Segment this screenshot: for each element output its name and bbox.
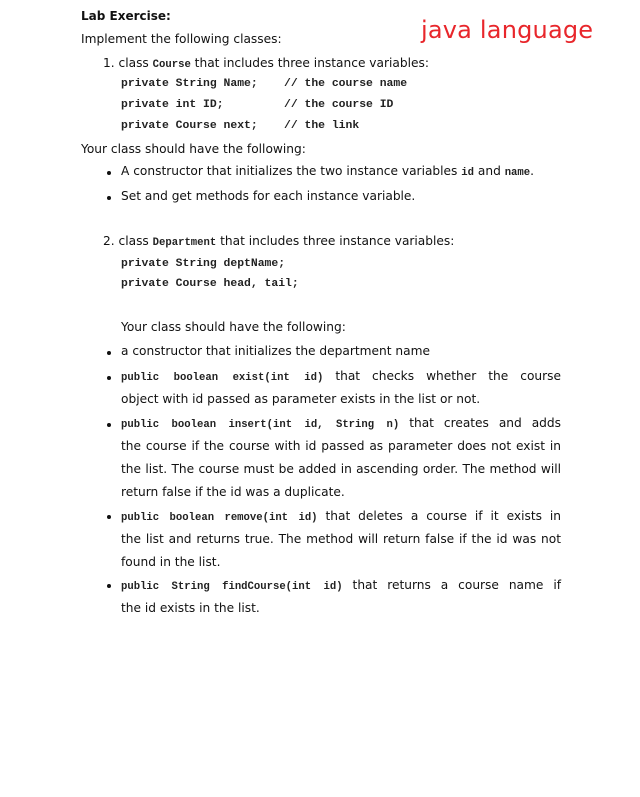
- item1-code-decl-1: private int ID;: [121, 99, 224, 111]
- bullet-icon: [107, 584, 111, 588]
- item1-number: 1.: [103, 56, 115, 70]
- item1-pre: class: [118, 56, 153, 70]
- item2-find-block: public String findCourse(int id) that returns a course name if the id exists in the list.: [121, 578, 562, 615]
- item2-post: that includes three instance variables:: [216, 234, 455, 248]
- item1-code-comment-1: // the course ID: [284, 99, 394, 111]
- remove-signature: public boolean remove(int id): [121, 512, 318, 524]
- bullet-icon: [107, 196, 111, 200]
- intro-text: Implement the following classes:: [81, 32, 282, 46]
- item2-remove-block: public boolean remove(int id) that deletes a course if it exists in the list and returns true. The method will return false if the id was not found in the list.: [121, 509, 561, 569]
- item1-bullet-setget: Set and get methods for each instance variable.: [121, 189, 416, 203]
- item1-should-text: Your class should have the following:: [81, 142, 306, 156]
- find-signature: public String findCourse(int id): [121, 581, 343, 593]
- item2-should-text: Your class should have the following:: [121, 320, 346, 334]
- bullet-icon: [107, 515, 111, 519]
- lab-heading: Lab Exercise:: [81, 9, 171, 23]
- bullet-icon: [107, 171, 111, 175]
- bullet-icon: [107, 351, 111, 355]
- exist-signature: public boolean exist(int id): [121, 372, 324, 384]
- bullet-icon: [107, 376, 111, 380]
- item1-line: [103, 56, 429, 71]
- item1-code-decl-2: private Course next;: [121, 120, 258, 132]
- insert-signature: public boolean insert(int id, String n): [121, 419, 400, 431]
- item1-code-comment-0: // the course name: [284, 78, 408, 90]
- bullet-icon: [107, 423, 111, 427]
- item2-code-1: private Course head, tail;: [121, 278, 299, 290]
- item1-class-name: Course: [152, 59, 191, 71]
- java-language-annotation: java language: [421, 16, 594, 44]
- item2-bullet-constructor: a constructor that initializes the department name: [121, 344, 430, 358]
- item2-insert-block: public boolean insert(int id, String n) that creates and adds the course if the course with id passed as parameter does not exist in the list. The course must be added in ascending order. The method will return false if the id was a duplicate.: [121, 416, 561, 499]
- item2-exist-block: public boolean exist(int id) that checks whether the course object with id passed as parameter exists in the list or not.: [121, 369, 561, 406]
- item2-number: 2.: [103, 234, 115, 248]
- item1-code-decl-0: private String Name;: [121, 78, 258, 90]
- item1-code-comment-2: // the link: [284, 120, 360, 132]
- item2-class-name: Department: [152, 237, 217, 249]
- item2-line: [103, 234, 454, 249]
- item1-post: that includes three instance variables:: [190, 56, 429, 70]
- item2-code-0: private String deptName;: [121, 258, 286, 270]
- item2-pre: class: [118, 234, 153, 248]
- item1-bullet-constructor: A constructor that initializes the two instance variables id and name.: [121, 164, 534, 179]
